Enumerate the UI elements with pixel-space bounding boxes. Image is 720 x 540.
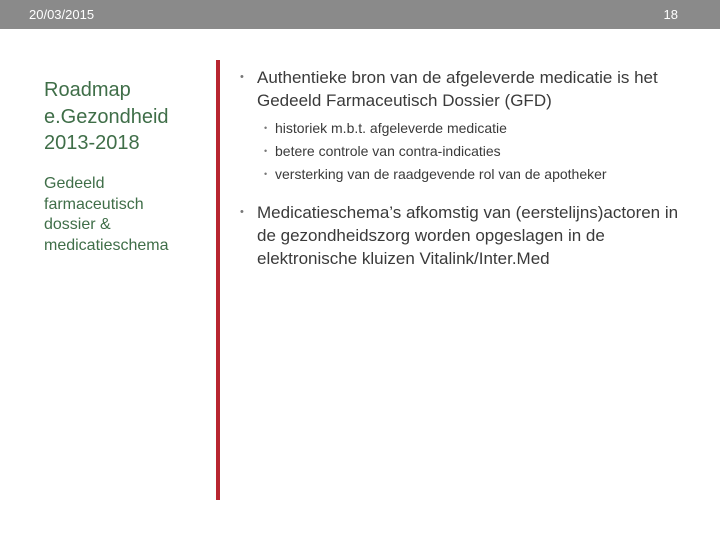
bullet-text: Authentieke bron van de afgeleverde medicatie is het Gedeeld Farmaceutisch Dossier (GFD) <box>257 68 658 110</box>
slide-date: 20/03/2015 <box>29 7 95 22</box>
vertical-divider <box>216 60 220 500</box>
sub-bullet-dot-icon: • <box>264 146 268 156</box>
slide-page-number: 18 <box>663 7 678 22</box>
bullet-item <box>240 201 690 270</box>
sub-bullet-item <box>264 140 690 163</box>
sub-bullet-text: betere controle van contra-indicaties <box>275 143 501 159</box>
slide-subtitle: Gedeeld farmaceutisch dossier & medicatieschema <box>44 175 169 254</box>
bullet-dot-icon: • <box>240 71 244 83</box>
sub-bullet-dot-icon: • <box>264 123 268 133</box>
bullet-dot-icon: • <box>240 206 244 218</box>
sub-bullet-item <box>264 117 690 140</box>
bullet-item <box>240 66 690 112</box>
sub-bullet-dot-icon: • <box>264 169 268 179</box>
sub-bullet-text: historiek m.b.t. afgeleverde medicatie <box>275 120 507 136</box>
bullet-text: Medicatieschema’s afkomstig van (eerstelijns)actoren in de gezondheidszorg worden opgeslagen in de elektronische kluizen Vitalink/Inter.Med <box>257 203 679 268</box>
sub-bullet-text: versterking van de raadgevende rol van de apotheker <box>275 166 607 182</box>
sub-bullet-list <box>240 117 690 186</box>
header-bar <box>0 0 720 29</box>
slide-title: Roadmap e.Gezondheid 2013-2018 <box>44 79 169 154</box>
sub-bullet-item <box>264 163 690 186</box>
content-area <box>240 66 690 270</box>
